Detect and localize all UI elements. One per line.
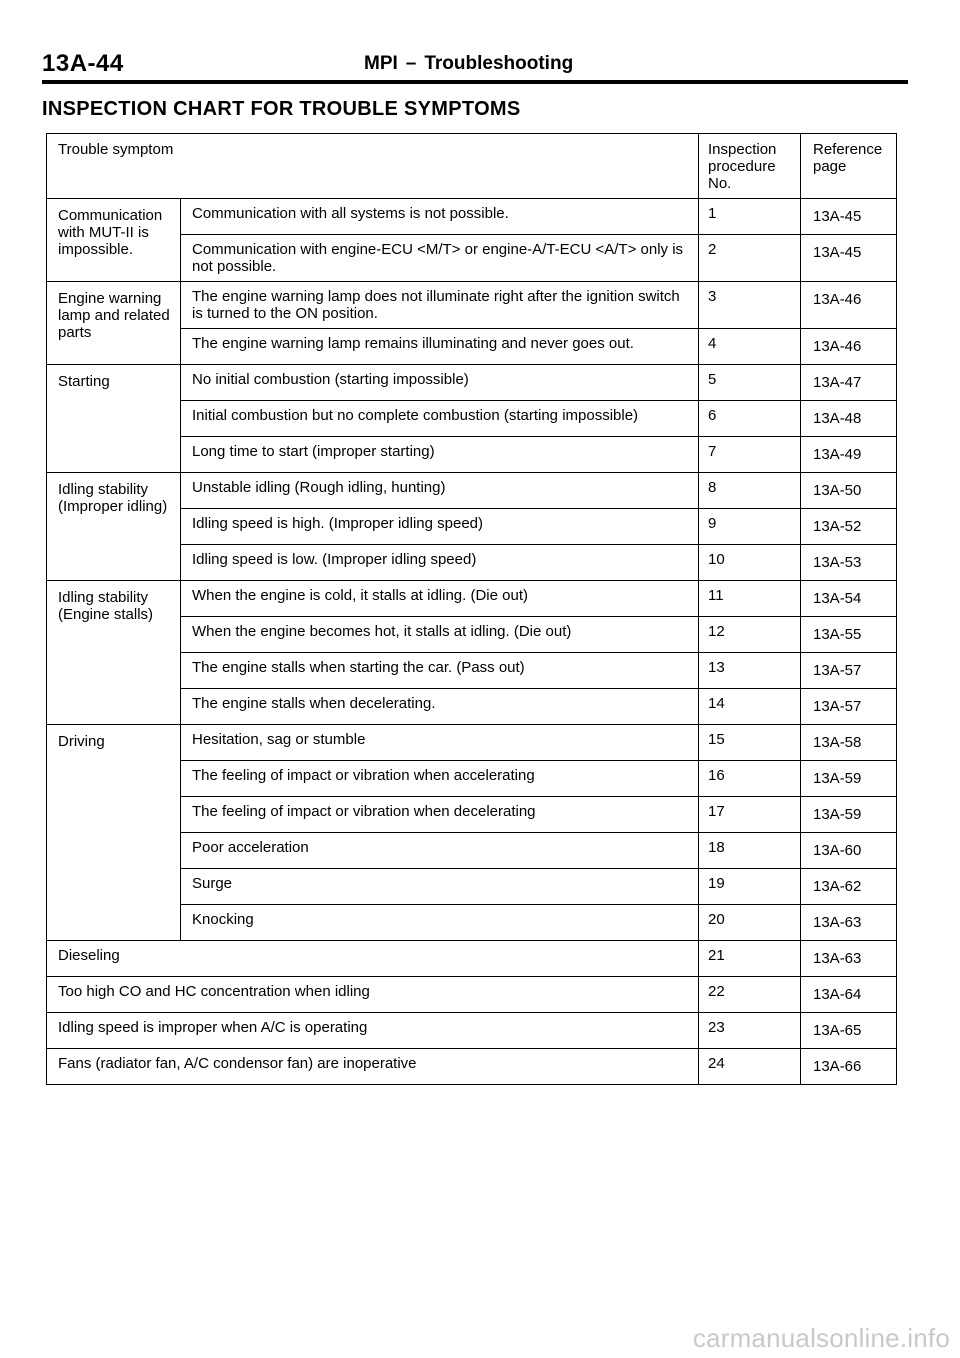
symptom-cell: When the engine becomes hot, it stalls at idling. (Die out) [181,617,699,653]
group-communication: Communication with MUT-II is impossible. [47,199,181,282]
watermark: carmanualsonline.info [692,1323,950,1353]
symptom-cell: No initial combustion (starting impossible) [181,365,699,401]
symptom-cell: Knocking [181,905,699,941]
symptom-cell: Idling speed is low. (Improper idling speed) [181,545,699,581]
symptom-cell: Poor acceleration [181,833,699,869]
table-row [47,1013,897,1049]
table-row [47,1049,897,1085]
symptom-cell: Unstable idling (Rough idling, hunting) [181,473,699,509]
reference-cell: 13A-62 [801,869,897,905]
reference-cell: 13A-47 [801,365,897,401]
procedure-cell: 21 [699,941,801,977]
group-engine-warning: Engine warning lamp and related parts [47,282,181,365]
symptom-cell: Communication with all systems is not possible. [181,199,699,235]
procedure-cell: 20 [699,905,801,941]
symptom-cell: Fans (radiator fan, A/C condensor fan) are inoperative [47,1049,699,1085]
procedure-cell: 19 [699,869,801,905]
reference-cell: 13A-54 [801,581,897,617]
symptom-cell: Long time to start (improper starting) [181,437,699,473]
section-title [364,53,573,75]
table-row [47,977,897,1013]
reference-cell: 13A-59 [801,797,897,833]
reference-cell: 13A-45 [801,235,897,282]
reference-cell: 13A-57 [801,689,897,725]
procedure-cell: 11 [699,581,801,617]
procedure-cell: 8 [699,473,801,509]
reference-cell: 13A-53 [801,545,897,581]
procedure-cell: 12 [699,617,801,653]
procedure-cell: 13 [699,653,801,689]
reference-cell: 13A-63 [801,941,897,977]
symptom-cell: Communication with engine-ECU <M/T> or engine-A/T-ECU <A/T> only is not possible. [181,235,699,282]
symptom-cell: Idling speed is high. (Improper idling speed) [181,509,699,545]
reference-cell: 13A-52 [801,509,897,545]
group-starting: Starting [47,365,181,473]
procedure-cell: 1 [699,199,801,235]
trouble-symptom-table [46,133,897,1085]
page-number: 13A-44 [42,50,124,77]
reference-cell: 13A-46 [801,282,897,329]
reference-cell: 13A-63 [801,905,897,941]
table-row [47,199,897,235]
chart-title: INSPECTION CHART FOR TROUBLE SYMPTOMS [42,98,521,120]
procedure-cell: 22 [699,977,801,1013]
table-row [47,473,897,509]
section-name: MPI [364,53,398,74]
procedure-cell: 6 [699,401,801,437]
symptom-cell: Surge [181,869,699,905]
reference-cell: 13A-45 [801,199,897,235]
procedure-cell: 2 [699,235,801,282]
table-row [47,581,897,617]
reference-cell: 13A-58 [801,725,897,761]
reference-cell: 13A-66 [801,1049,897,1085]
symptom-cell: Hesitation, sag or stumble [181,725,699,761]
procedure-cell: 4 [699,329,801,365]
procedure-cell: 5 [699,365,801,401]
table-header-row [47,134,897,199]
procedure-cell: 9 [699,509,801,545]
procedure-cell: 3 [699,282,801,329]
section-dash: – [405,53,417,74]
reference-cell: 13A-48 [801,401,897,437]
reference-cell: 13A-55 [801,617,897,653]
header-trouble-symptom: Trouble symptom [47,134,699,199]
reference-cell: 13A-57 [801,653,897,689]
reference-cell: 13A-65 [801,1013,897,1049]
table-row [47,282,897,329]
reference-cell: 13A-64 [801,977,897,1013]
table-row [47,725,897,761]
symptom-cell: The feeling of impact or vibration when decelerating [181,797,699,833]
procedure-cell: 18 [699,833,801,869]
procedure-cell: 15 [699,725,801,761]
header-inspection-procedure: Inspection procedure No. [699,134,801,199]
table-row [47,941,897,977]
symptom-cell: When the engine is cold, it stalls at idling. (Die out) [181,581,699,617]
subsection-name: Troubleshooting [424,53,574,74]
symptom-cell: Too high CO and HC concentration when idling [47,977,699,1013]
reference-cell: 13A-59 [801,761,897,797]
symptom-cell: The feeling of impact or vibration when accelerating [181,761,699,797]
symptom-cell: The engine stalls when decelerating. [181,689,699,725]
group-idling-stalls: Idling stability (Engine stalls) [47,581,181,725]
reference-cell: 13A-60 [801,833,897,869]
procedure-cell: 24 [699,1049,801,1085]
symptom-cell: The engine warning lamp remains illuminating and never goes out. [181,329,699,365]
reference-cell: 13A-50 [801,473,897,509]
header-reference-page: Reference page [801,134,897,199]
procedure-cell: 14 [699,689,801,725]
symptom-cell: The engine stalls when starting the car. (Pass out) [181,653,699,689]
symptom-cell: Idling speed is improper when A/C is operating [47,1013,699,1049]
procedure-cell: 17 [699,797,801,833]
procedure-cell: 7 [699,437,801,473]
group-idling-stability: Idling stability (Improper idling) [47,473,181,581]
symptom-cell: Dieseling [47,941,699,977]
procedure-cell: 10 [699,545,801,581]
group-driving: Driving [47,725,181,941]
reference-cell: 13A-49 [801,437,897,473]
symptom-cell: Initial combustion but no complete combustion (starting impossible) [181,401,699,437]
procedure-cell: 16 [699,761,801,797]
procedure-cell: 23 [699,1013,801,1049]
symptom-cell: The engine warning lamp does not illuminate right after the ignition switch is turned to the ON position. [181,282,699,329]
reference-cell: 13A-46 [801,329,897,365]
table-row [47,365,897,401]
page-header [42,50,908,84]
